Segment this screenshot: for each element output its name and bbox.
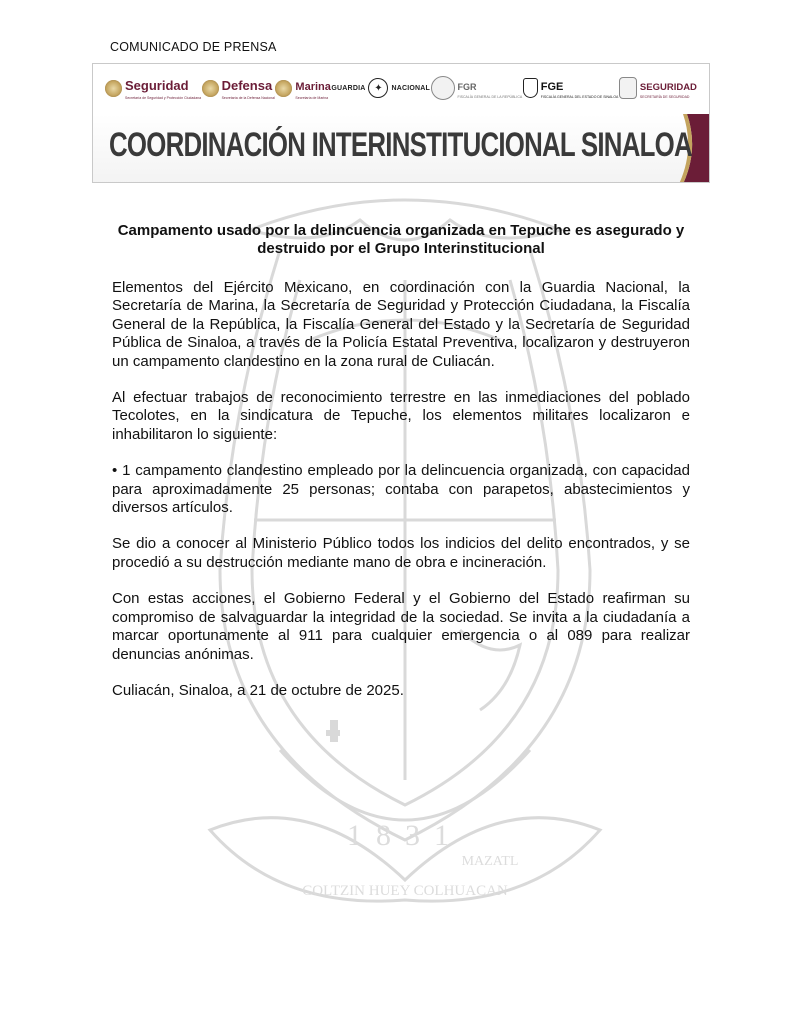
body-paragraph: Con estas acciones, el Gobierno Federal y el Gobierno del Estado reafirman su compromiso de salvaguardar la integridad de la sociedad. Se invita a la ciudadanía a marcar oportunamente al 911 para cualquier emergencia o al 089 para realizar denuncias anónimas. (112, 590, 690, 663)
seguridad-sinaloa-logo-subtitle: SECRETARÍA DE SEGURIDAD (639, 95, 690, 99)
marina-logo-subtitle: Secretaría de Marina (295, 95, 329, 100)
institutional-banner (92, 63, 710, 183)
fgr-logo (431, 76, 523, 100)
body-paragraph: Elementos del Ejército Mexicano, en coordinación con la Guardia Nacional, la Secretaría de Marina, la Secretaría de Seguridad y Protección Ciudadana, la Fiscalía General de la República, la Fiscalía General del Estado y la Secretaría de Seguridad Pública de Sinaloa, a través de la Policía Estatal Preventiva, localizaron y destruyeron un campamento clandestino en la zona rural de Culiacán. (112, 279, 690, 370)
body-paragraph: Se dio a conocer al Ministerio Público todos los indicios del delito encontrados, y se procedió a su destrucción mediante mano de obra e incineración. (112, 535, 690, 571)
institution-logos-row (93, 64, 709, 112)
marina-logo-name: Marina (295, 80, 331, 93)
fge-shield-icon (523, 78, 538, 98)
marina-logo (275, 77, 330, 100)
watermark-word: MAZATL (461, 854, 519, 869)
federal-seal-icon (275, 80, 292, 97)
fgr-seal-icon (431, 76, 455, 100)
defensa-logo (202, 77, 275, 100)
guardia-label: GUARDIA (331, 84, 366, 92)
watermark-motto: COLTZIN HUEY COLHUACAN (302, 883, 508, 899)
fgr-logo-name: FGR (457, 82, 477, 92)
sinaloa-shield-icon (619, 77, 637, 99)
seguridad-sinaloa-logo (619, 77, 697, 99)
banner-title: COORDINACIÓN INTERINSTITUCIONAL SINALOA (109, 126, 692, 164)
seguridad-logo-name: Seguridad (125, 77, 189, 93)
press-release-headline: Campamento usado por la delincuencia organizada en Tepuche es asegurado y destruido por el Grupo Interinstitucional (117, 222, 685, 257)
press-release-body (112, 222, 690, 718)
fge-logo-subtitle: FISCALÍA GENERAL DEL ESTADO DE SINALOA (540, 95, 619, 99)
body-paragraph: Al efectuar trabajos de reconocimiento terrestre en las inmediaciones del poblado Tecolotes, en la sindicatura de Tepuche, los elementos militares localizaron e inhabilitaron lo siguiente: (112, 389, 690, 443)
seguridad-sinaloa-logo-name: SEGURIDAD (639, 82, 697, 93)
fgr-logo-subtitle: FISCALÍA GENERAL DE LA REPÚBLICA (457, 95, 523, 99)
bullet-item: • 1 campamento clandestino empleado por la delincuencia organizada, con capacidad para aproximadamente 25 personas; contaba con parapetos, abastecimientos y diversos artículos. (112, 462, 690, 517)
fge-logo (523, 77, 619, 99)
place-date-line: Culiacán, Sinaloa, a 21 de octubre de 2025. (112, 681, 404, 699)
defensa-logo-name: Defensa (221, 77, 273, 93)
defensa-logo-subtitle: Secretaría de la Defensa Nacional (221, 95, 275, 100)
document-type-label: COMUNICADO DE PRENSA (110, 40, 277, 54)
watermark-year: 1831 (347, 819, 463, 852)
eagle-emblem-icon: ✦ (368, 78, 388, 98)
fge-logo-name: FGE (540, 81, 564, 93)
seguridad-logo (105, 77, 201, 100)
seguridad-logo-subtitle: Secretaría de Seguridad y Protección Ciudadana (125, 95, 202, 100)
federal-seal-icon (202, 80, 219, 97)
nacional-label: NACIONAL (391, 84, 431, 92)
federal-seal-icon (105, 80, 122, 97)
guardia-nacional-logo (331, 78, 430, 98)
